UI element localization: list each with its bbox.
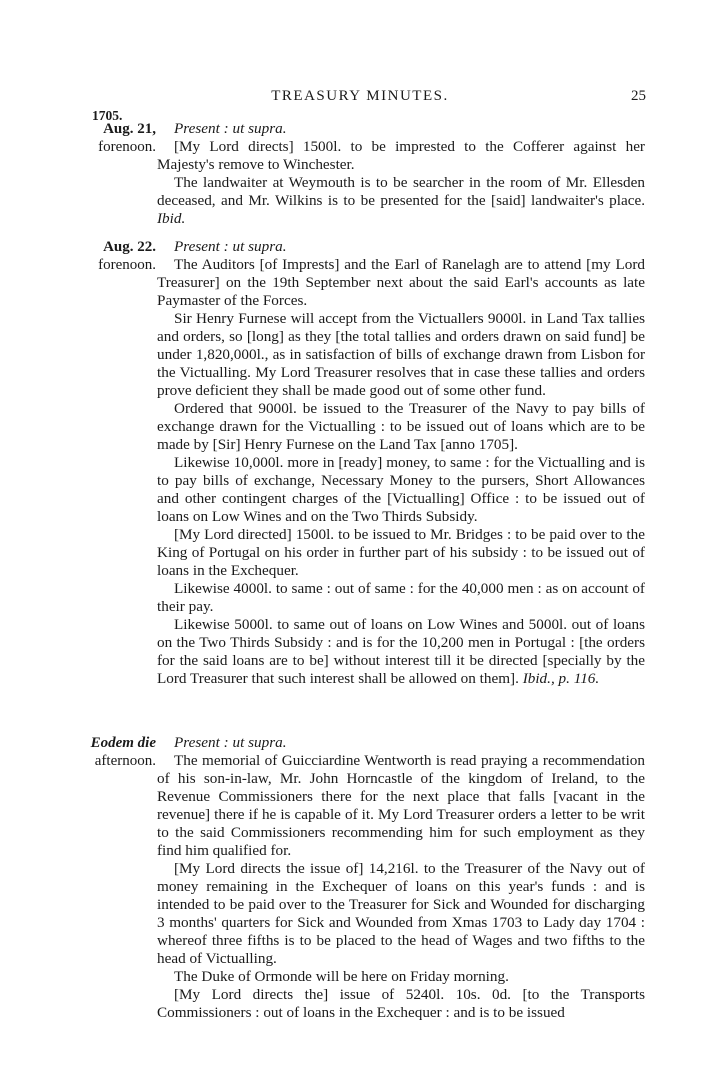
entry-body xyxy=(157,120,645,228)
margin-note xyxy=(68,734,156,770)
entry-body xyxy=(157,734,645,1022)
paragraph: Likewise 4000l. to same : out of same : for the 40,000 men : as on account of their pay. xyxy=(157,580,645,615)
margin-session: forenoon. xyxy=(98,139,156,155)
source-tag: Ibid., p. 116. xyxy=(522,670,600,687)
paragraph xyxy=(157,616,645,688)
paragraph: Sir Henry Furnese will accept from the Victuallers 9000l. in Land Tax tallies and orders, so [long] as they [the total tallies and orders drawn on said fund] be under 1,820,000l., as in satisfaction of bills of exchange drawn from Lisbon for the Victualling. My Lord Treasurer resolves that in case these tallies and orders prove deficient they shall be made good out of some other fund. xyxy=(157,310,645,399)
paragraph xyxy=(157,174,645,228)
margin-date: Eodem die xyxy=(90,735,156,751)
paragraph: The Auditors [of Imprests] and the Earl of Ranelagh are to attend [my Lord Treasurer] on the 19th September next about the said Earl's accounts as late Paymaster of the Forces. xyxy=(157,256,645,309)
entry-body xyxy=(157,238,645,688)
margin-note xyxy=(68,238,156,274)
paragraph: Ordered that 9000l. be issued to the Treasurer of the Navy to pay bills of exchange drawn for the Victualling : to be issued out of loans which are to be made by [Sir] Henry Furnese on the Land Tax [anno 1705]. xyxy=(157,400,645,453)
margin-date: Aug. 21, xyxy=(103,121,156,137)
paragraph: [My Lord directed] 1500l. to be issued to Mr. Bridges : to be paid over to the King of Portugal on his order in further part of his subsidy : to be issued out of loans in the Exchequer. xyxy=(157,526,645,579)
margin-session: forenoon. xyxy=(98,257,156,273)
year-label: 1705. xyxy=(92,108,123,123)
margin-note xyxy=(68,120,156,156)
paragraph: Likewise 10,000l. more in [ready] money, to same : for the Victualling and is to pay bills of exchange, Necessary Money to the pursers, Short Allowances and other contingent charges of the [Victualling] Office : to be issued out of loans on Low Wines and on the Two Thirds Subsidy. xyxy=(157,454,645,525)
paragraph: [My Lord directs the] issue of 5240l. 10s. 0d. [to the Transports Commissioners : out of loans in the Exchequer : and is to be issued xyxy=(157,986,645,1021)
paragraph-text: The landwaiter at Weymouth is to be searcher in the room of Mr. Ellesden deceased, and Mr. Wilkins is to be presented for the [said] landwaiter's place. xyxy=(157,174,645,209)
paragraph: The memorial of Guicciardine Wentworth is read praying a recommendation of his son-in-law, Mr. John Horncastle of the kingdom of Ireland, to the Revenue Commissioners there for the next place that falls [vacant in the revenue] there if he is capable of it. My Lord Treasurer orders a letter to be writ to the said Commissioners recommending him for such employment as they find him qualified for. xyxy=(157,752,645,859)
paragraph: [My Lord directs] 1500l. to be imprested to the Cofferer against her Majesty's remove to Winchester. xyxy=(157,138,645,173)
present-line: Present : ut supra. xyxy=(174,238,287,255)
present-line: Present : ut supra. xyxy=(174,120,287,137)
paragraph-text: Likewise 5000l. to same out of loans on Low Wines and 5000l. out of loans on the Two Thirds Subsidy : and is for the 10,200 men in Portugal : [the orders for the said loans are to be] without interest till it be directed [specially by the Lord Treasurer that such interest shall be allowed on them]. xyxy=(157,616,645,687)
page-number: 25 xyxy=(631,88,646,104)
source-tag: Ibid. xyxy=(157,210,186,227)
paragraph: [My Lord directs the issue of] 14,216l. to the Treasurer of the Navy out of money remaining in the Exchequer of loans on this year's funds : and is intended to be paid over to the Treasurer for Sick and Wounded for discharging 3 months' quarters for Sick and Wounded from Xmas 1703 to Lady day 1704 : whereof three fifths is to be placed to the head of Wages and two fifths to the head of Victualling. xyxy=(157,860,645,967)
margin-date: Aug. 22. xyxy=(103,239,156,255)
page-header xyxy=(0,88,720,110)
running-title: TREASURY MINUTES. xyxy=(271,88,449,104)
margin-session: afternoon. xyxy=(94,753,156,769)
present-line: Present : ut supra. xyxy=(174,734,287,751)
paragraph: The Duke of Ormonde will be here on Friday morning. xyxy=(174,968,509,985)
